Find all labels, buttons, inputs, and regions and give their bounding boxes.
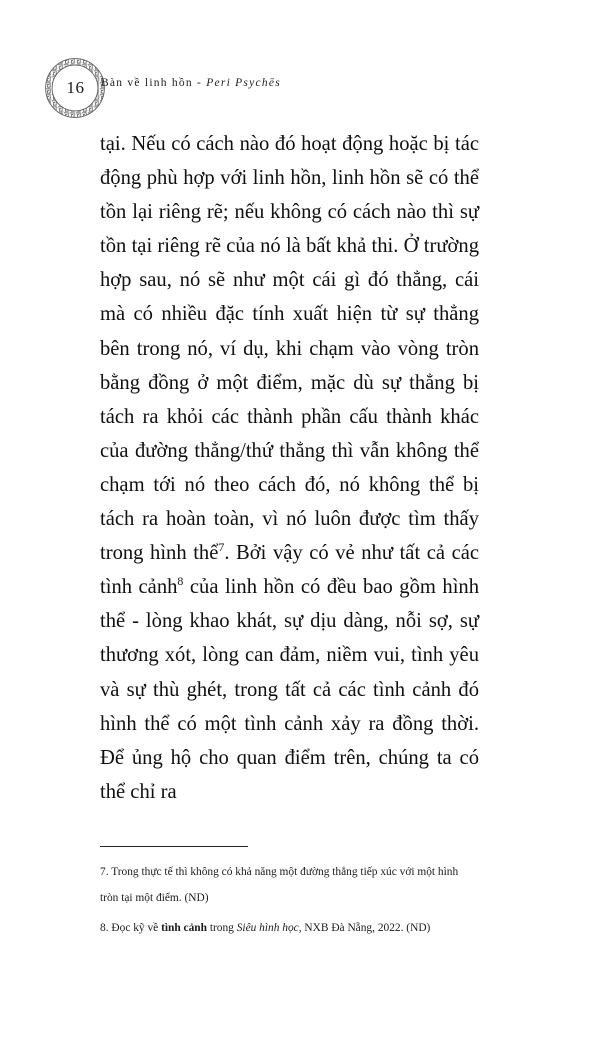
footnote-8-mid: trong: [206, 922, 237, 934]
footnote-7-number: 7.: [100, 866, 109, 878]
footnote-7: [100, 859, 479, 911]
running-head-title: [101, 77, 281, 89]
footnote-8: [100, 915, 479, 941]
running-head-title-plain: Bàn về linh hồn -: [101, 77, 207, 89]
footnote-area: [100, 846, 479, 945]
footnote-8-pre: Đọc kỹ về: [108, 922, 162, 934]
running-head: [0, 58, 600, 124]
body-paragraph-part-1: tại. Nếu có cách nào đó hoạt động hoặc bị tác động phù hợp với linh hồn, linh hồn sẽ có thể tồn lại riêng rẽ; nếu không có cách nào thì sự tồn tại riêng rẽ của nó là bất khả thi. Ở trường hợp sau, nó sẽ như một cái gì đó thẳng, cái mà có nhiều đặc tính xuất hiện từ sự thẳng bên trong nó, ví dụ, khi chạm vào vòng tròn bằng đồng ở một điểm, mặc dù sự thẳng bị tách ra khỏi các thành phần cấu thành khác của đường thẳng/thứ thẳng thì vẫn không thể chạm tới nó theo cách đó, nó không thể bị tách ra hoàn toàn, vì nó luôn được tìm thấy trong hình thể: [100, 133, 479, 565]
body-paragraph-part-3: của linh hồn có đều bao gồm hình thể - lòng khao khát, sự dịu dàng, nỗi sợ, sự thương xót, lòng can đảm, niềm vui, tình yêu và sự thù ghét, trong tất cả các tình cảnh đó hình thể có một tình cảnh xảy ra đồng thời. Để ủng hộ cho quan điểm trên, chúng ta có thể chỉ ra: [100, 576, 480, 803]
footnote-marker-8[interactable]: 8: [177, 574, 184, 589]
footnote-8-number: 8.: [100, 922, 109, 934]
footnote-marker-7[interactable]: 7: [218, 540, 225, 555]
running-head-title-italic: Peri Psychēs: [206, 77, 281, 89]
footnote-separator-rule: [100, 846, 248, 847]
body-paragraph: [100, 127, 479, 809]
footnote-8-post: , NXB Đà Nẵng, 2022. (ND): [298, 922, 431, 934]
footnote-7-text: Trong thực tế thì không có khả năng một đường thẳng tiếp xúc với một hình tròn tại một điểm. (ND): [100, 866, 459, 904]
footnote-8-bold-term: tình cảnh: [161, 922, 207, 934]
footnote-8-italic-title: Siêu hình học: [236, 922, 299, 934]
body-paragraph-part-2: . Bởi vậy có vẻ như tất cả các tình cảnh: [100, 542, 479, 599]
body-text-block: [100, 127, 479, 809]
page-number: 16: [66, 78, 85, 97]
